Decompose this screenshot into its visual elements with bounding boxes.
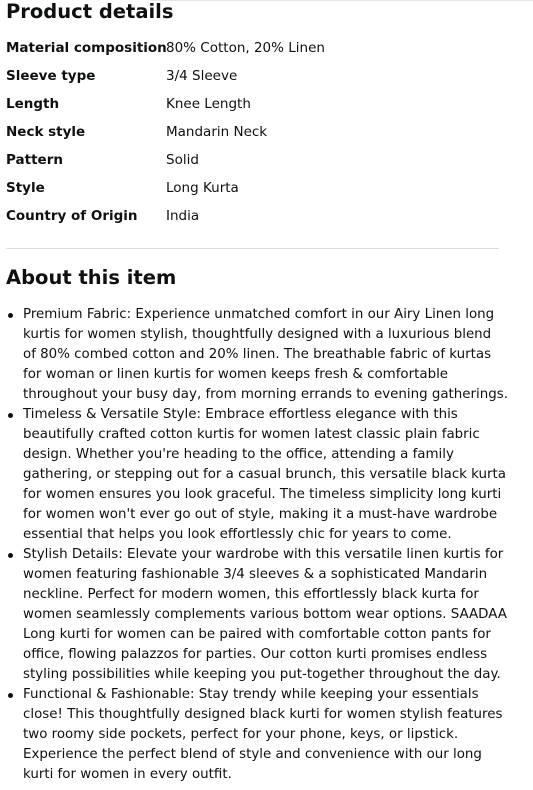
detail-value: 80% Cotton, 20% Linen xyxy=(166,40,325,56)
detail-value: India xyxy=(166,208,200,224)
about-bullet-details: Stylish Details: Elevate your wardrobe with this versatile linen kurtis for women featuring fashionable 3/4 sleeves & a sophisticated Mandarin neckline. Perfect for modern women, this effortlessly black kurta for women seamlessly complements various bottom wear options. SAADAA Long kurti for women can be paired with comfortable cotton pants for office, flowing palazzos for parties. Our cotton kurti promises endless styling possibilities while keeping you put-together throughout the day. xyxy=(23,545,508,685)
detail-row-style xyxy=(6,178,506,206)
detail-label: Country of Origin xyxy=(6,208,138,224)
detail-label: Material composition xyxy=(6,40,167,56)
detail-value: Solid xyxy=(166,152,199,168)
detail-row-country xyxy=(6,206,506,234)
detail-label: Pattern xyxy=(6,152,63,168)
top-divider xyxy=(150,0,533,1)
detail-label: Length xyxy=(6,96,60,112)
detail-value: Knee Length xyxy=(166,96,251,112)
detail-row-sleeve xyxy=(6,66,506,94)
detail-value: Long Kurta xyxy=(166,180,239,196)
product-details-table xyxy=(6,38,506,234)
detail-label: Sleeve type xyxy=(6,68,96,84)
about-item-title: About this item xyxy=(6,266,177,289)
detail-row-length xyxy=(6,94,506,122)
detail-row-neck xyxy=(6,122,506,150)
about-bullet-fabric: Premium Fabric: Experience unmatched comfort in our Airy Linen long kurtis for women stylish, thoughtfully designed with a luxurious blend of 80% combed cotton and 20% linen. The breathable fabric of kurtas for woman or linen kurtis for women keeps fresh & comfortable throughout your busy day, from morning errands to evening gatherings. xyxy=(23,305,508,405)
detail-row-pattern xyxy=(6,150,506,178)
detail-value: 3/4 Sleeve xyxy=(166,68,238,84)
product-details-title: Product details xyxy=(6,0,174,23)
detail-row-material xyxy=(6,38,506,66)
section-divider xyxy=(6,248,499,249)
about-bullet-style: Timeless & Versatile Style: Embrace effortless elegance with this beautifully crafted cotton kurtis for women latest classic plain fabric design. Whether you're heading to the office, attending a family gathering, or stepping out for a casual brunch, this versatile black kurta for women ensures you look graceful. The timeless simplicity long kurti for women won't ever go out of style, making it a must-have wardrobe essential that helps you look effortlessly chic for years to come. xyxy=(23,405,508,545)
detail-label: Neck style xyxy=(6,124,86,140)
detail-value: Mandarin Neck xyxy=(166,124,268,140)
about-bullet-functional: Functional & Fashionable: Stay trendy while keeping your essentials close! This thoughtfully designed black kurti for women stylish features two roomy side pockets, perfect for your phone, keys, or lipstick. Experience the perfect blend of style and convenience with our long kurti for women in every outfit. xyxy=(23,685,508,785)
about-item-bullet-list xyxy=(23,305,508,785)
detail-label: Style xyxy=(6,180,45,196)
